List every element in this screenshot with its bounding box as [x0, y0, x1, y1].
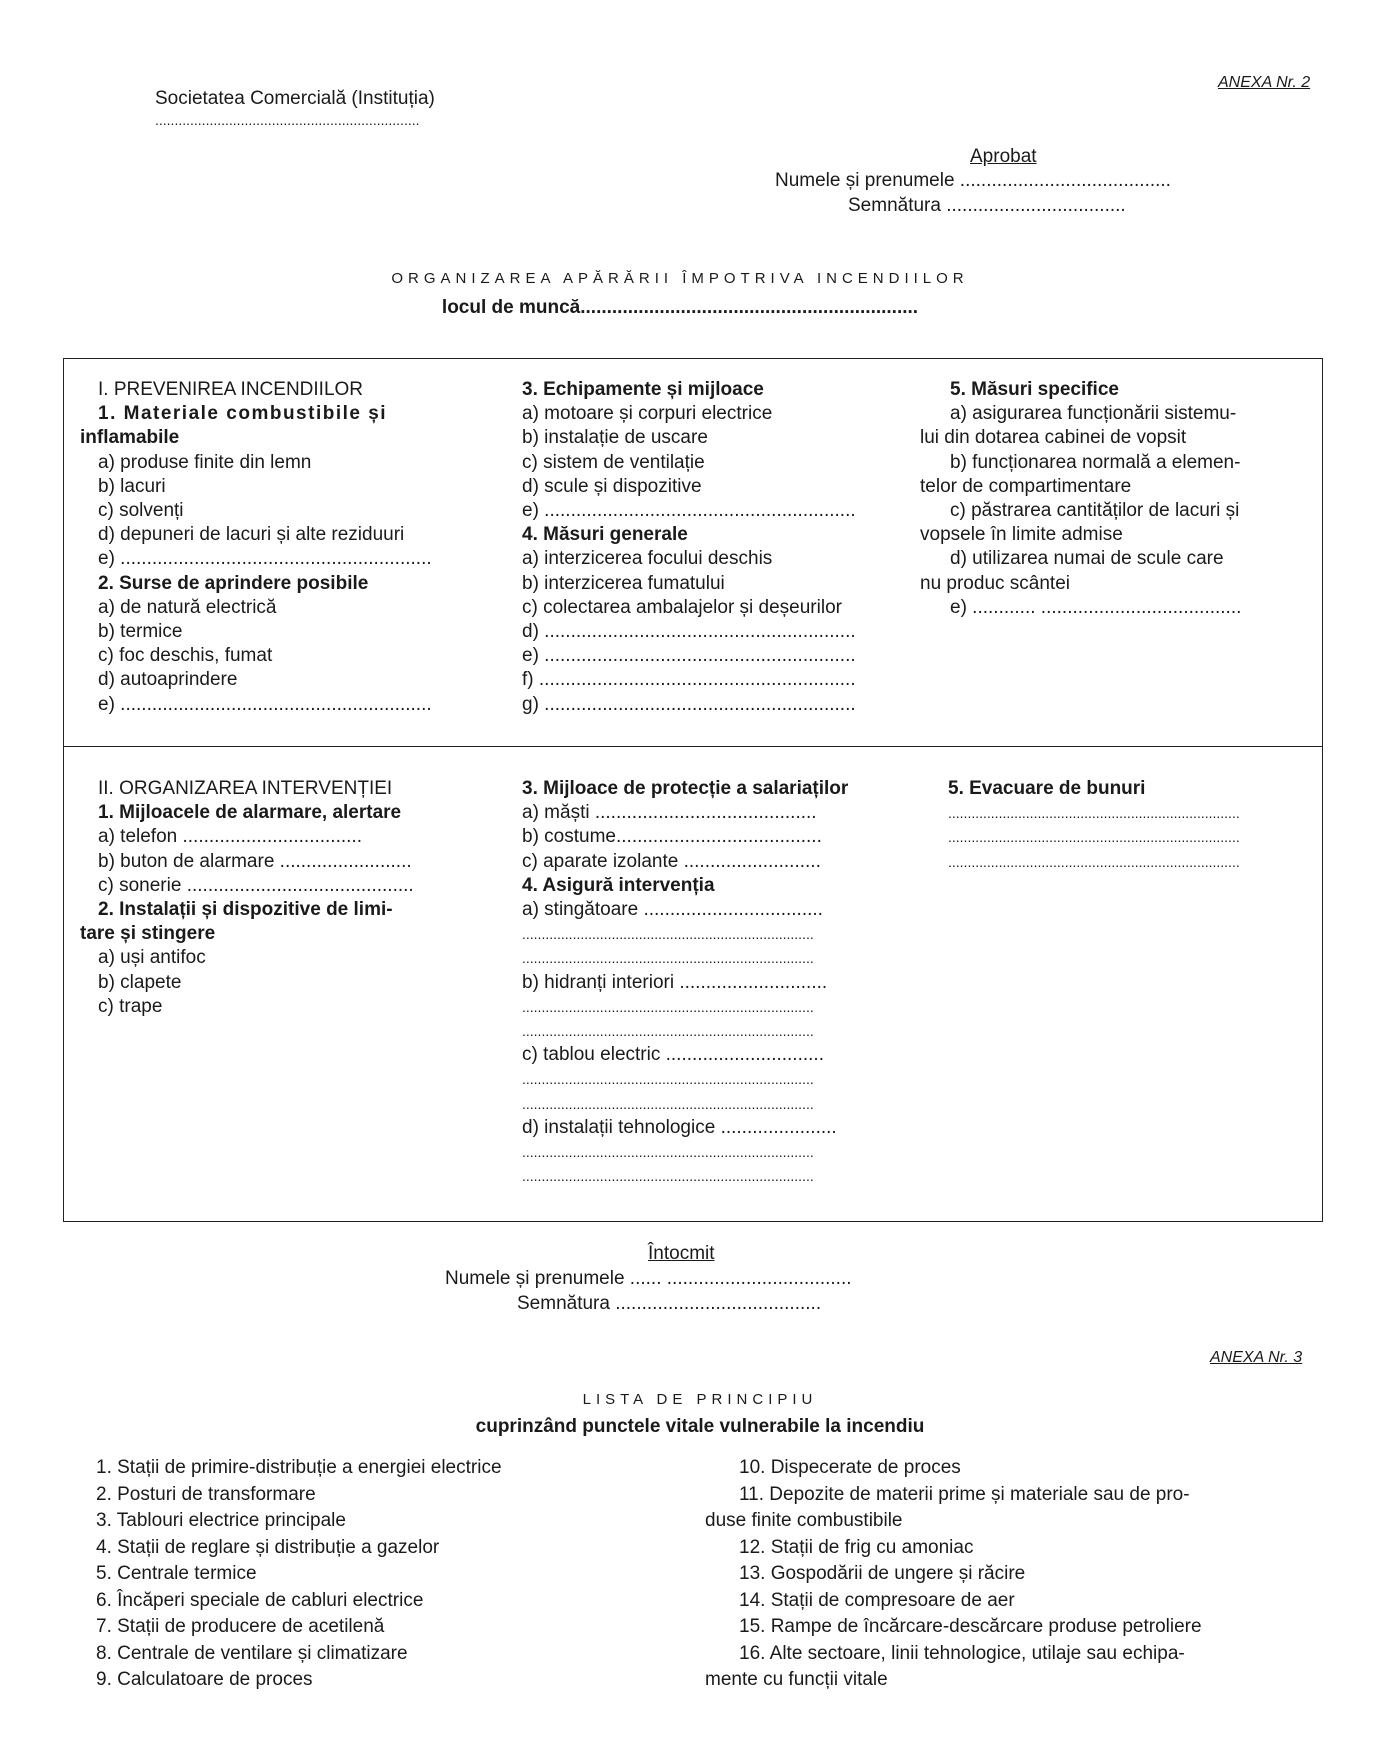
list-item: 1. Materiale combustibile și — [98, 403, 388, 425]
list-item: 2. Posturi de transformare — [96, 1483, 316, 1505]
page-title: ORGANIZAREA APĂRĂRII ÎMPOTRIVA INCENDIILOR — [391, 270, 969, 287]
annex3-subtitle: cuprinzând punctele vitale vulnerabile la incendiu — [475, 1416, 925, 1437]
list-item: nu produc scântei — [920, 572, 1070, 594]
institution-line: .................................................................... — [155, 112, 420, 128]
list-item: 9. Calculatoare de proces — [96, 1669, 313, 1690]
list-item: ........................................................................... — [522, 926, 814, 943]
list-item: b) interzicerea fumatului — [522, 572, 725, 594]
list-item: b) termice — [98, 621, 183, 643]
list-item: d) scule și dispozitive — [522, 475, 702, 497]
list-item: e) ........................................................... — [98, 548, 432, 570]
list-item: 2. Instalații și dispozitive de limi- — [98, 899, 393, 921]
vital-points-left — [96, 1455, 696, 1694]
list-item: c) trape — [98, 995, 163, 1017]
list-item: c) colectarea ambalajelor și deșeurilor — [522, 596, 842, 618]
list-item: c) aparate izolante .......................... — [522, 850, 821, 872]
list-item: e) ............ ...................................... — [950, 596, 1242, 618]
list-item: b) costume....................................... — [522, 826, 822, 848]
list-item: I. PREVENIREA INCENDIILOR — [98, 379, 364, 400]
list-item: ........................................................................... — [522, 1095, 814, 1112]
list-item: duse finite combustibile — [705, 1510, 903, 1531]
list-item: telor de compartimentare — [920, 475, 1132, 497]
list-item: c) sonerie ........................................... — [98, 874, 414, 896]
list-item: ........................................................................... — [522, 950, 814, 967]
list-item: a) produse finite din lemn — [98, 451, 312, 473]
list-item: b) hidranți interiori ............................ — [522, 971, 828, 993]
list-item: a) asigurarea funcționării sistemu- — [950, 403, 1237, 425]
list-item: 16. Alte sectoare, linii tehnologice, utilaje sau echipa- — [739, 1642, 1185, 1664]
list-item: a) uși antifoc — [98, 947, 206, 969]
aprobat-label: Aprobat — [970, 146, 1037, 167]
list-item: c) tablou electric .............................. — [522, 1044, 824, 1066]
list-item: c) foc deschis, fumat — [98, 645, 273, 667]
list-item: c) solvenți — [98, 500, 184, 522]
list-item: e) ........................................................... — [522, 500, 856, 522]
list-item: ........................................................................... — [948, 829, 1240, 846]
list-item: a) măști .......................................... — [522, 802, 817, 824]
list-item: f) ............................................................ — [522, 669, 856, 691]
list-item: lui din dotarea cabinei de vopsit — [920, 427, 1187, 449]
list-item: b) clapete — [98, 971, 182, 993]
list-item: ........................................................................... — [522, 1144, 814, 1161]
list-item: 1. Mijloacele de alarmare, alertare — [98, 802, 402, 824]
list-item: II. ORGANIZAREA INTERVENȚIEI — [98, 778, 393, 799]
list-item: 7. Stații de producere de acetilenă — [96, 1616, 385, 1637]
list-item: a) telefon .................................. — [98, 826, 362, 848]
list-item: inflamabile — [80, 427, 180, 449]
list-item: 3. Echipamente și mijloace — [522, 379, 764, 400]
list-item: g) ........................................................... — [522, 693, 856, 715]
list-item: d) utilizarea numai de scule care — [950, 548, 1224, 570]
aprobat-signature: Semnătura .................................. — [848, 195, 1126, 216]
list-item: 2. Surse de aprindere posibile — [98, 572, 369, 594]
section2-col3 — [948, 777, 1310, 874]
list-item: b) funcționarea normală a elemen- — [950, 451, 1241, 473]
section-divider — [63, 746, 1323, 747]
intocmit-name: Numele și prenumele ...... ................................... — [445, 1268, 852, 1289]
list-item: 4. Măsuri generale — [522, 524, 688, 546]
list-item: 11. Depozite de materii prime și materiale sau de pro- — [739, 1483, 1190, 1505]
list-item: ........................................................................... — [948, 805, 1240, 822]
list-item: 5. Evacuare de bunuri — [948, 778, 1146, 799]
section1-col3 — [920, 378, 1310, 620]
list-item: ........................................................................... — [522, 1168, 814, 1185]
list-item: 12. Stații de frig cu amoniac — [739, 1536, 974, 1558]
section2-col1 — [80, 777, 472, 1019]
list-item: 8. Centrale de ventilare și climatizare — [96, 1642, 408, 1664]
list-item: 4. Asigură intervenția — [522, 874, 715, 896]
list-item: ........................................................................... — [948, 853, 1240, 870]
list-item: 4. Stații de reglare și distribuție a gazelor — [96, 1536, 440, 1558]
list-item: a) de natură electrică — [98, 596, 277, 618]
list-item: b) instalație de uscare — [522, 427, 708, 449]
list-item: c) păstrarea cantităților de lacuri și — [950, 500, 1240, 522]
vital-points-right — [705, 1455, 1325, 1694]
list-item: tare și stingere — [80, 923, 216, 945]
list-item: a) motoare și corpuri electrice — [522, 403, 773, 425]
intocmit-label: Întocmit — [648, 1243, 715, 1264]
institution-label: Societatea Comercială (Instituția) — [155, 88, 435, 109]
list-item: e) ........................................................... — [522, 645, 856, 667]
aprobat-name: Numele și prenumele ........................................ — [775, 170, 1171, 191]
list-item: vopsele în limite admise — [920, 524, 1123, 546]
list-item: d) instalații tehnologice ...................... — [522, 1116, 837, 1138]
section2-col2 — [522, 777, 892, 1188]
section1-col2 — [522, 378, 892, 717]
list-item: 10. Dispecerate de proces — [739, 1457, 961, 1478]
list-item: ........................................................................... — [522, 998, 814, 1015]
list-item: 13. Gospodării de ungere și răcire — [739, 1563, 1026, 1584]
list-item: 5. Măsuri specifice — [950, 379, 1119, 400]
list-item: 3. Mijloace de protecție a salariaților — [522, 778, 849, 799]
list-item: 14. Stații de compresoare de aer — [739, 1589, 1015, 1611]
list-item: ........................................................................... — [522, 1071, 814, 1088]
anexa-3-tag: ANEXA Nr. 3 — [1210, 1349, 1303, 1366]
list-item: a) stingătoare .................................. — [522, 899, 823, 921]
list-item: ........................................................................... — [522, 1023, 814, 1040]
list-item: 3. Tablouri electrice principale — [96, 1510, 346, 1531]
list-item: a) interzicerea focului deschis — [522, 548, 773, 570]
list-item: 15. Rampe de încărcare-descărcare produse petroliere — [739, 1616, 1202, 1637]
list-item: d) depuneri de lacuri și alte reziduuri — [98, 524, 405, 546]
workplace-line: locul de muncă................................................................ — [441, 297, 919, 318]
list-item: mente cu funcții vitale — [705, 1669, 888, 1690]
list-item: d) ........................................................... — [522, 621, 856, 643]
list-item: b) buton de alarmare ......................... — [98, 850, 412, 872]
section1-col1 — [80, 378, 472, 717]
list-item: e) ........................................................... — [98, 693, 432, 715]
list-item: b) lacuri — [98, 475, 166, 497]
list-item: 1. Stații de primire-distribuție a energiei electrice — [96, 1457, 502, 1478]
list-item: c) sistem de ventilație — [522, 451, 705, 473]
list-item: 5. Centrale termice — [96, 1563, 257, 1584]
list-item: d) autoaprindere — [98, 669, 238, 691]
annex3-title: LISTA DE PRINCIPIU — [582, 1391, 818, 1408]
intocmit-signature: Semnătura ....................................... — [517, 1293, 822, 1314]
list-item: 6. Încăperi speciale de cabluri electrice — [96, 1589, 424, 1611]
anexa-2-tag: ANEXA Nr. 2 — [1218, 74, 1311, 91]
